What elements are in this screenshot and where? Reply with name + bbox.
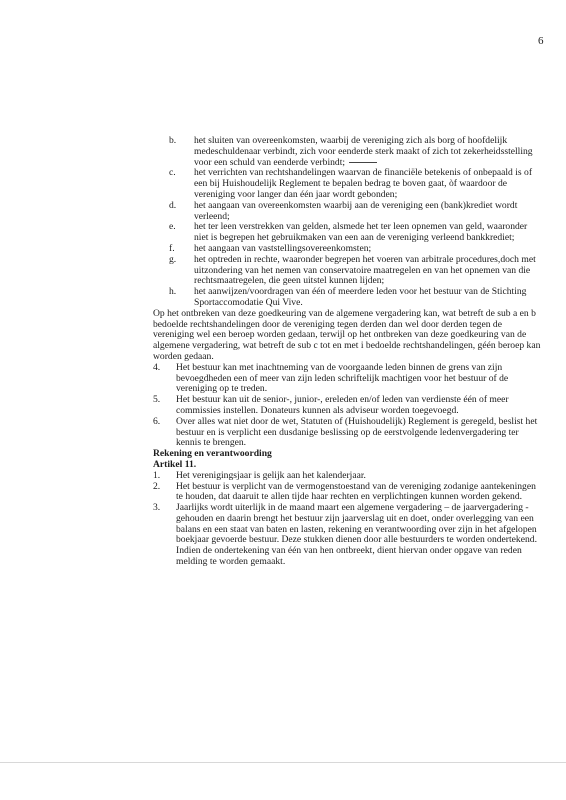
list-text: het verrichten van rechtshandelingen waarvan de financiële betekenis of onbepaald is of een bij Huishoudelijk Reglement te bepalen bedrag te boven gaat, òf waardoor de vereniging voor langer dan één jaar wordt gebonden;: [194, 167, 533, 200]
list-text: Het bestuur kan uit de senior-, junior-, ereleden en/of leden van verdienste één of meer commissies instellen. Donateurs kunnen als adviseur worden toegevoegd.: [176, 394, 509, 416]
list-item: [147, 255, 543, 287]
list-item: [147, 417, 543, 449]
list-item: [147, 395, 543, 417]
article-heading: Artikel 11.: [153, 458, 197, 470]
list-text: het aanwijzen/voordragen van één of meerdere leden voor het bestuur van de Stichting Sportaccomodatie Qui Vive.: [194, 286, 527, 308]
list-item: [147, 503, 543, 568]
list-text: Het verenigingsjaar is gelijk aan het kalenderjaar.: [176, 469, 366, 481]
list-marker: 2.: [153, 480, 161, 492]
page-number: 6: [538, 35, 544, 47]
list-marker: c.: [169, 167, 176, 179]
list-text: Jaarlijks wordt uiterlijk in de maand maart een algemene vergadering – de jaarvergadering - gehouden en daarin brengt het bestuur zijn jaarverslag uit en doet, onder overlegging van een balans en een staat van baten en lasten, rekening en verantwoording over zijn in het afgelopen boekjaar gevoerde bestuur. Deze stukken dienen door alle bestuurders te worden ondertekend. Indien de ondertekening van één van hen ontbreekt, dient hiervan onder opgave van reden melding te worden gemaakt.: [176, 502, 537, 568]
section-heading: Rekening en verantwoording: [153, 448, 272, 460]
list-marker: 6.: [153, 415, 161, 427]
approval-paragraph: Op het ontbreken van deze goedkeuring van de algemene vergadering kan, wat betreft de sub a en b bedoelde rechtshandelingen door de vereniging tegen derden dan wel door derden tegen de vereniging wel een beroep worden gedaan, terwijl op het ontbreken van deze goedkeuring van de algemene vergadering, wat betreft de sub c tot en met i bedoelde rechtshandelingen, géén beroep kan worden gedaan.: [153, 307, 541, 362]
list-item: [147, 222, 543, 244]
list-item: [147, 287, 543, 309]
list-marker: g.: [169, 253, 177, 265]
list-marker: 3.: [153, 502, 161, 514]
list-marker: d.: [169, 199, 177, 211]
list-text: het aangaan van overeenkomsten waarbij aan de vereniging een (bank)krediet wordt verleend;: [194, 199, 518, 222]
list-marker: h.: [169, 286, 177, 298]
list-marker: e.: [169, 221, 176, 233]
list-text: het optreden in rechte, waaronder begrepen het voeren van arbitrale procedures,doch met uitzondering van het nemen van conservatoire maatregelen en van het opnemen van die rechtsmaatregelen, die geen uitstel kunnen lijden;: [194, 253, 536, 287]
list-item: [147, 363, 543, 395]
list-item: [147, 471, 543, 482]
list-text: Het bestuur is verplicht van de vermogenstoestand van de vereniging zodanige aantekeningen te houden, dat daaruit te allen tijde haar rechten en verplichtingen kunnen worden gekend.: [176, 480, 536, 503]
list-text: Het bestuur kan met inachtneming van de voorgaande leden binnen de grens van zijn bevoegdheden een of meer van zijn leden schriftelijk machtigen voor het bestuur of de vereniging op te treden.: [176, 361, 509, 395]
list-text: Over alles wat niet door de wet, Statuten of (Huishoudelijk) Reglement is geregeld, beslist het bestuur en is verplicht een dusdanige beslissing op de eerstvolgende ledenvergadering ter kennis te brengen.: [176, 415, 538, 449]
list-marker: b.: [169, 135, 177, 146]
list-marker: 1.: [153, 469, 161, 481]
list-marker: 5.: [153, 394, 161, 406]
page-bottom-edge: [0, 762, 566, 763]
list-item: [147, 136, 543, 168]
list-text: het ter leen verstrekken van gelden, alsmede het ter leen opnemen van geld, waaronder niet is begrepen het gebruikmaken van een aan de vereniging verleend bankkrediet;: [194, 221, 528, 244]
list-marker: 4.: [153, 361, 161, 373]
list-item: [147, 168, 543, 200]
list-item: [147, 482, 543, 504]
list-text: het sluiten van overeenkomsten, waarbij de vereniging zich als borg of hoofdelijk medeschuldenaar verbindt, zich voor eenderde sterk maakt of zich tot zekerheidsstelling voor een schuld van eenderde verbindt;: [194, 136, 543, 168]
list-text: het aangaan van vaststellingsovereenkomsten;: [194, 242, 372, 254]
list-item: [147, 201, 543, 223]
document-body: [147, 136, 543, 568]
list-marker: f.: [169, 242, 175, 254]
